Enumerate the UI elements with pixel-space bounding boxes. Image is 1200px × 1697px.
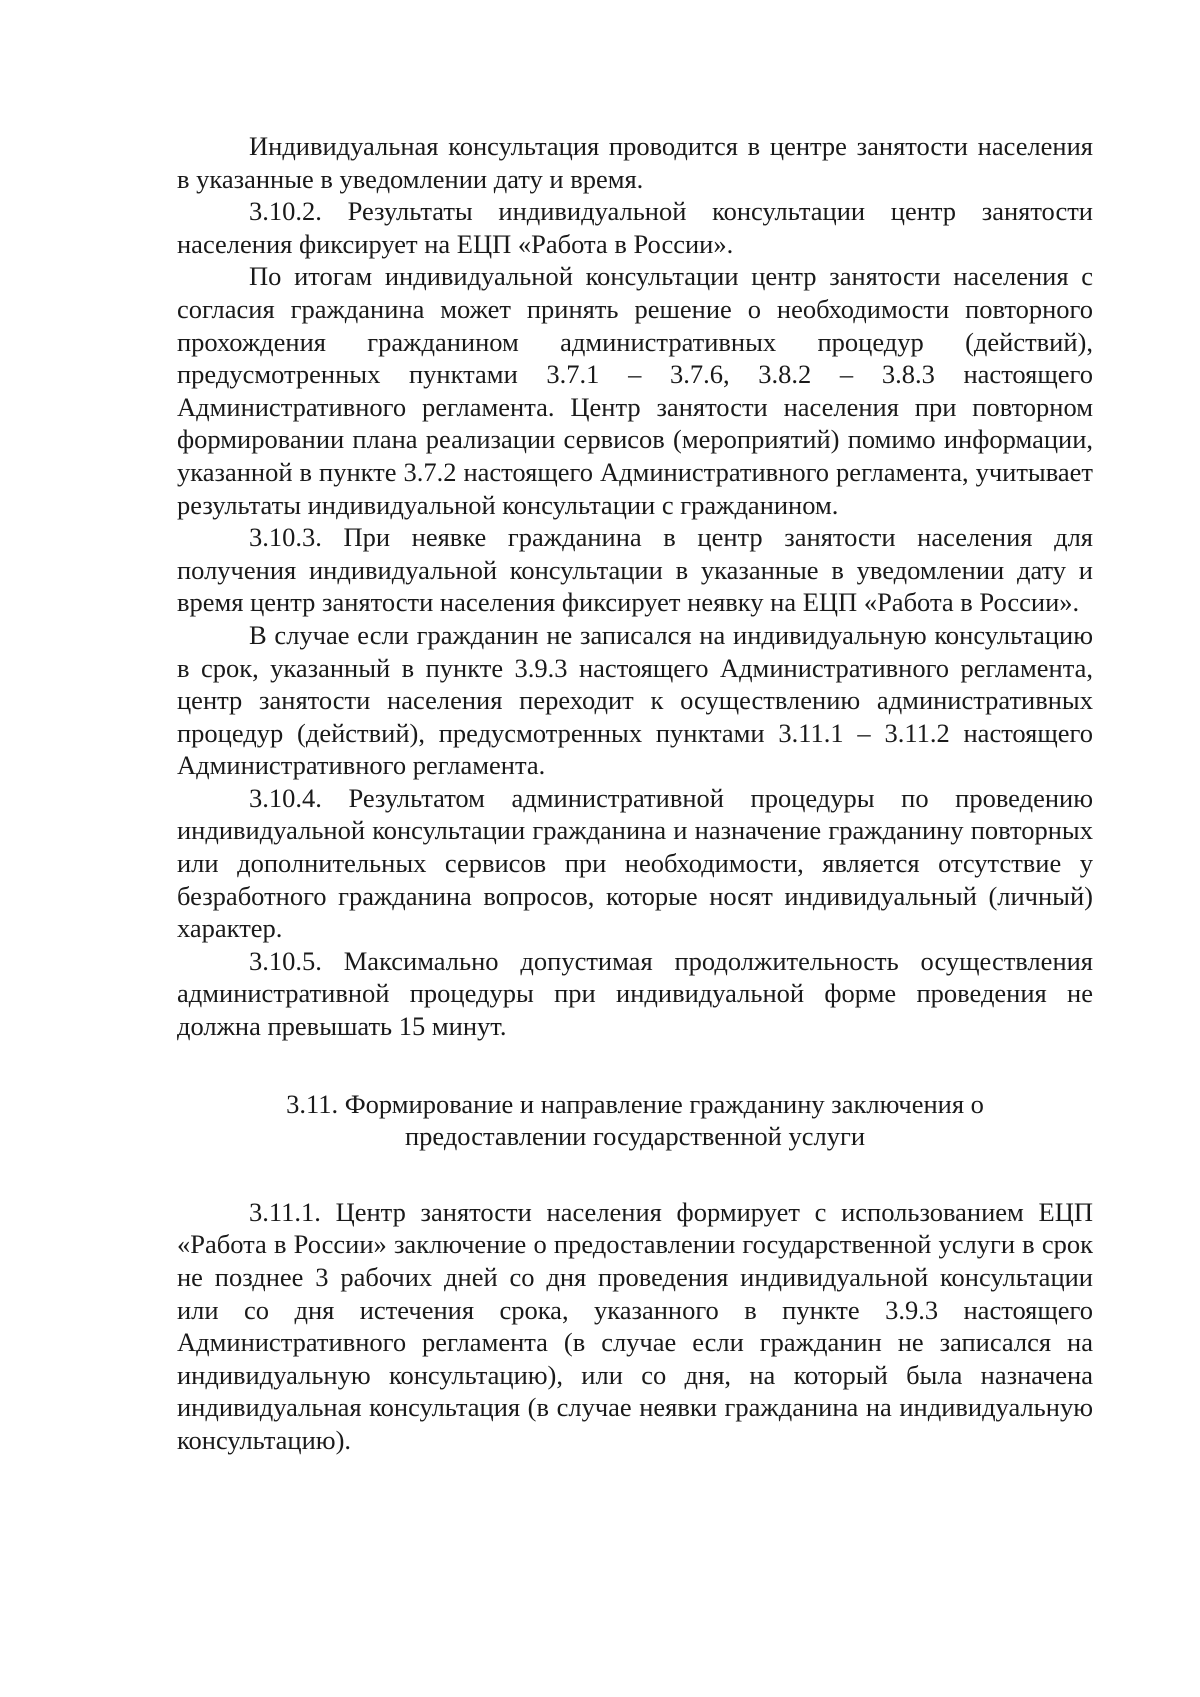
paragraph-consultation-results: По итогам индивидуальной консультации центр занятости населения с согласия гражданина может принять решение о необходимости повторного прохождения гражданином административных процедур (действий), предусмотренных пунктами 3.7.1 – 3.7.6, 3.8.2 – 3.8.3 настоящего Административного регламента. Центр занятости населения при повторном формировании плана реализации сервисов (мероприятий) помимо информации, указанной в пункте 3.7.2 настоящего Административного регламента, учитывает результаты индивидуальной консультации с гражданином. (177, 261, 1093, 520)
paragraph-consultation-location: Индивидуальная консультация проводится в центре занятости населения в указанные в уведомлении дату и время. (177, 131, 1093, 194)
paragraph-3-11-1: 3.11.1. Центр занятости населения формирует с использованием ЕЦП «Работа в России» заключение о предоставлении государственной услуги в срок не позднее 3 рабочих дней со дня проведения индивидуальной консультации или со дня истечения срока, указанного в пункте 3.9.3 настоящего Административного регламента (в случае если гражданин не записался на индивидуальную консультацию), или со дня, на который была назначена индивидуальная консультация (в случае неявки гражданина на индивидуальную консультацию). (177, 1196, 1093, 1455)
section-heading-line-1: 3.11. Формирование и направление гражданину заключения о (286, 1088, 984, 1119)
paragraph-no-registration: В случае если гражданин не записался на индивидуальную консультацию в срок, указанный в пункте 3.9.3 настоящего Административного регламента, центр занятости населения переходит к осуществлению административных процедур (действий), предусмотренных пунктами 3.11.1 – 3.11.2 настоящего Административного регламента. (177, 619, 1093, 781)
paragraph-3-10-4: 3.10.4. Результатом административной процедуры по проведению индивидуальной консультации гражданина и назначение гражданину повторных или дополнительных сервисов при необходимости, является отсутствие у безработного гражданина вопросов, которые носят индивидуальный (личный) характер. (177, 782, 1093, 944)
document-page (177, 130, 1093, 1457)
paragraph-3-10-2: 3.10.2. Результаты индивидуальной консультации центр занятости населения фиксирует на ЕЦП «Работа в России». (177, 196, 1093, 259)
paragraph-3-10-3: 3.10.3. При неявке гражданина в центр занятости населения для получения индивидуальной консультации в указанные в уведомлении дату и время центр занятости населения фиксирует неявку на ЕЦП «Работа в России». (177, 522, 1093, 618)
section-heading-3-11 (177, 1088, 1093, 1153)
section-heading-line-2: предоставлении государственной услуги (404, 1121, 865, 1152)
paragraph-3-10-5: 3.10.5. Максимально допустимая продолжительность осуществления административной процедуры при индивидуальной форме проведения не должна превышать 15 минут. (177, 945, 1093, 1042)
